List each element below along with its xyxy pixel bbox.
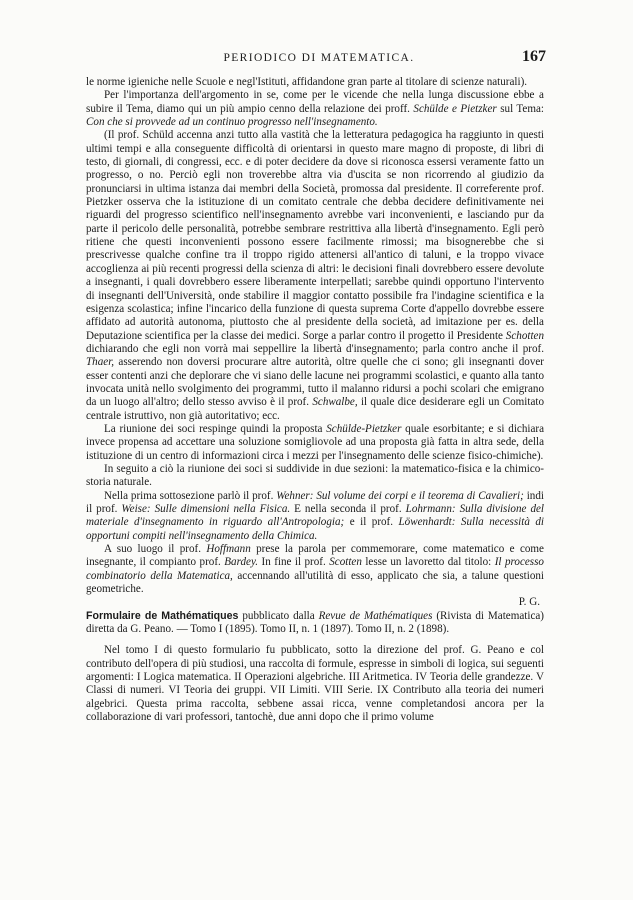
paragraph-continuation: le norme igieniche nelle Scuole e negl'Istituti, affidandone gran parte al titolare di scienze naturali).	[86, 76, 528, 88]
proposal-name: Schülde-Pietzker	[326, 422, 402, 435]
paragraph-intro	[86, 89, 544, 129]
name-scotten: Scotten	[329, 556, 362, 569]
paragraph-review-body: Nel tomo I di questo formulario fu pubblicato, sotto la direzione del prof. G. Peano e col contributo dell'opera di più studiosi, una raccolta di formule, espresse in simboli di logica, sui seguenti argomenti: I Logica matematica. II Operazioni algebriche. III Aritmetica. IV Teoria delle grandezze. V Classi di numeri. VI Teoria dei gruppi. VII Limiti. VIII Serie. IX Contributo alla teoria dei numeri algebrici. Questa prima raccolta, sebbene assai ricca, venne completandosi ancora per la collaborazione di vari professori, tantochè, due anni dopo che il primo volume	[86, 644, 544, 724]
text-run: accennando all'utilità di esso, applicato che sia, a talune questioni geometriche.	[86, 569, 544, 596]
name-thaer: Thaer,	[86, 356, 115, 369]
name-schotten: Schotten	[505, 329, 544, 342]
page-number: 167	[522, 48, 546, 65]
text-run: e il prof.	[344, 516, 399, 529]
text-run: (Rivista di Matematica) diretta da G. Peano. — Tomo I (1895). Tomo II, n. 1 (1897). Tomo II, n. 2 (1898).	[86, 609, 544, 636]
signature: P. G.	[518, 596, 540, 609]
text-run: E nella seconda il prof.	[290, 503, 406, 515]
running-head: PERIODICO DI MATEMATICA.	[223, 52, 415, 64]
paragraph-decision	[86, 423, 544, 463]
text-run: A suo luogo il prof.	[104, 543, 207, 556]
text-run: prese la parola per commemorare, come matematico e come insegnante, il compianto prof.	[86, 543, 544, 569]
text-run: il quale dice desiderare egli un Comitato centrale istruttivo, non già autoritativo; ecc.	[86, 396, 545, 422]
paragraph-report	[86, 129, 544, 423]
name-schwalbe: Schwalbe,	[312, 396, 358, 409]
text-run: Nella prima sottosezione parlò il prof.	[104, 489, 277, 502]
talk-lohrmann: Lohrmann: Sulla divisione del materiale d'insegnamento in riguardo all'Antropologia;	[86, 503, 544, 529]
text-run: (Il prof. Schüld accenna anzi tutto alla vastità che la letteratura pedagogica ha raggiunto in questi ultimi tempi e alla conseguente difficoltà di orientarsi in questo mare magno di proposte, di libri di testo, di giornali, di congressi, ecc. e di poter decidere da dove si riconosca essersi veramente fatto un progresso, o no. Perciò egli non troverebbe altra via d'uscita se non ricorrendo al giudizio da pronunciarsi in ultima istanza dai membri della Società, promossa dal presidente. Il correferente prof. Pietzker osserva che la istituzione di un comitato centrale che debba decidere definitivamente nei riguardi del progresso scientifico nell'insegnamento avrebbe vari inconvenienti, e lasciando pur da parte il pericolo delle personalità, potrebbe sembrare restrittiva alla libertà d'insegnamento. Egli però ritiene che questi inconvenienti possono essere facilmente rimossi; ma bisognerebbe che si prescrivesse qualche confine tra il troppo rigido attenersi all'antico di taluni, e la troppo vivace accoglienza ai più recenti progressi della scienza di altri: le decisioni finali dovrebbero essere devolute a insegnanti, i quali dovrebbero essere liberamente interpellati; sarebbe quindi opportuno l'intervento di insegnanti dell'Università, onde stabilire il maggior contatto possibile fra l'indagine scientifica e la esigenza scolastica; infine l'incarico della funzione di questa suprema Corte d'appello dovrebbe essere affidato ad autorità autonoma, piuttosto che al presidente della società, ad imitazione per es. della Deputazione scientifica per la classe dei medici. Sorge a parlar contro il progetto il Presidente	[86, 129, 544, 342]
journal-page	[86, 48, 546, 725]
paragraph-sections: In seguito a ciò la riunione dei soci si suddivide in due sezioni: la matematico-fisica e la chimico-storia naturale.	[86, 462, 544, 489]
paragraph-commemoration	[86, 543, 544, 596]
text-run: asserendo non doversi procurare altre autorità, oltre quelle che ci sono; gli insegnanti dover esser contenti anzi che deplorare che vi siano delle lacune nei programmi scolastici, e quanto alla tanto invocata unità nello svolgimento dei programmi, tutto il malanno ridursi a pochi scolari che emigrano da un luogo all'altro; dello stesso avviso è il prof.	[86, 356, 544, 409]
text-run: In fine il prof.	[258, 556, 330, 569]
text-run: indi il prof.	[86, 489, 544, 515]
lecture-title: Il processo combinatorio della Matematica,	[86, 556, 544, 582]
author-names: Schülde e Pietzker	[413, 102, 497, 115]
review-title: Formulaire de Mathématiques	[86, 609, 239, 622]
text-run: La riunione dei soci respinge quindi la proposta	[104, 422, 327, 435]
review-heading	[86, 610, 544, 637]
article-body	[86, 76, 544, 725]
name-bardey: Bardey.	[224, 556, 259, 569]
text-run: dichiarando che egli non vorrà mai seppellire la libertà d'insegnamento; parla contro anche il prof.	[86, 342, 544, 355]
text-run: sul Tema:	[496, 102, 544, 115]
name-hoffmann: Hoffmann	[206, 543, 251, 556]
text-run: lesse un lavoretto dal titolo:	[361, 556, 495, 569]
text-run: Per l'importanza dell'argomento in se, come per le vicende che nella lunga discussione ebbe a subire il Tema, diamo qui un più ampio cenno della relazione dei proff.	[86, 89, 544, 115]
page-header	[86, 48, 546, 76]
theme-title: Con che si provvede ad un continuo progresso nell'insegnamento.	[86, 116, 378, 129]
talk-weise: Weise: Sulle dimensioni nella Fisica.	[121, 503, 291, 515]
talk-wehner: Wehner: Sul volume dei corpi e il teorema di Cavalieri;	[276, 489, 524, 502]
text-run: pubblicato dalla	[238, 609, 319, 622]
text-run: quale esorbitante; e si dichiara invece propensa ad accettare una soluzione somigliovole ad una proposta già fatta in altra sede, della istituzione di un centro di informazioni circa i mezzi per l'insegnamento delle scienze fisico-chimiche).	[86, 422, 544, 462]
paragraph-talks	[86, 490, 544, 543]
journal-name: Revue de Mathématiques	[318, 609, 433, 622]
talk-lowenhardt: Löwenhardt: Sulla necessità di opportuni compiti nell'insegnamento della Chimica.	[86, 516, 544, 542]
